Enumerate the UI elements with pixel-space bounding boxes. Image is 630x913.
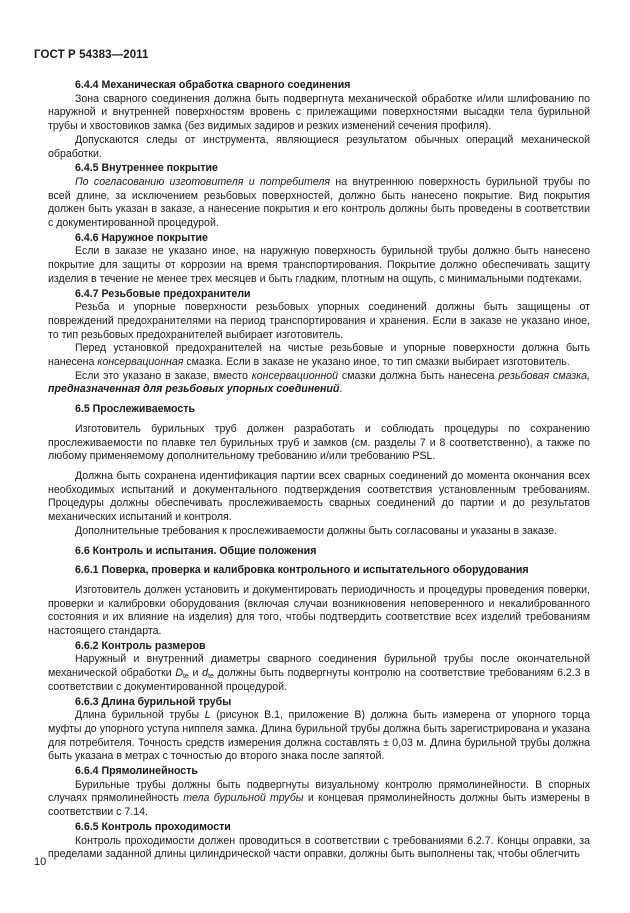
text: Длина бурильной трубы xyxy=(75,709,205,722)
italic-text: тела бурильной трубы xyxy=(183,792,304,805)
paragraph: Дополнительные требования к прослеживаемости должны быть согласованы и указаны в заказе. xyxy=(75,524,558,537)
paragraph xyxy=(48,709,590,764)
italic-text: консервационная xyxy=(97,356,184,369)
text: на внутреннюю поверхность бурильной трубы по всей длине, за исключением резьбовых поверхностей, должно быть нанесено покрытие. Вид покрытия должен быть указан в заказе, а нанесение покрытия и его контроль должны быть проведены в соответствии с документированной процедурой. xyxy=(48,175,590,230)
heading-6-4-7: 6.4.7 Резьбовые предохранители xyxy=(75,287,251,300)
paragraph xyxy=(48,342,590,369)
standard-header: ГОСТ Р 54383—2011 xyxy=(34,49,149,61)
paragraph: Резьба и упорные поверхности резьбовых упорных соединений должны быть защищены от повреждений предохранителями на период транспортирования и хранения. Если в заказе не указано иное, то тип резьбовых предохранителей выбирает изготовитель. xyxy=(48,301,590,341)
text: Наружный и внутренний диаметры сварного соединения бурильной трубы после окончательной механической обработки xyxy=(48,653,590,680)
paragraph: Изготовитель должен установить и документировать периодичность и процедуры проведения поверки, проверки и калибровки оборудования (включая случаи возникновения неповеренного и некалиброванного состояния и их влияние на изделия) для того, чтобы подтвердить соответствие всех изделий требованиям настоящего стандарта. xyxy=(48,583,590,638)
italic-text: консервационной xyxy=(251,369,339,382)
subscript: te xyxy=(208,673,214,681)
text: . xyxy=(339,383,343,396)
heading-6-6-1: 6.6.1 Поверка, проверка и калибровка контрольного и испытательного оборудования xyxy=(75,564,529,577)
italic-text: резьбовая смазка, xyxy=(498,369,590,382)
paragraph xyxy=(48,370,590,397)
symbol: L xyxy=(204,709,211,722)
heading-6-6-4: 6.6.4 Прямолинейность xyxy=(75,765,198,778)
paragraph: Контроль проходимости должен проводиться в соответствии с требованиями 6.2.7. Концы оправки, за пределами заданной длины цилиндрической части оправки, должны быть выполнены так, чтобы облегчить xyxy=(48,834,590,861)
heading-6-6: 6.6 Контроль и испытания. Общие положения xyxy=(75,544,317,557)
paragraph: Допускаются следы от инструмента, являющиеся результатом обычных операций механической обработки. xyxy=(48,133,590,160)
heading-6-6-3: 6.6.3 Длина бурильной трубы xyxy=(75,695,232,708)
document-body xyxy=(48,78,590,862)
heading-6-4-6: 6.4.6 Наружное покрытие xyxy=(75,231,208,244)
subscript: te xyxy=(182,673,189,681)
text: Бурильные трубы должны быть подвергнуты визуальному контролю прямолинейности. В спорных случаях прямолинейность xyxy=(48,778,590,805)
text: Если это указано в заказе, вместо xyxy=(75,369,252,382)
heading-6-4-4: 6.4.4 Механическая обработка сварного соединения xyxy=(75,79,351,91)
heading-6-4-5: 6.4.5 Внутреннее покрытие xyxy=(75,162,218,175)
paragraph xyxy=(48,653,590,694)
heading-6-5: 6.5 Прослеживаемость xyxy=(75,403,195,416)
heading-6-6-2: 6.6.2 Контроль размеров xyxy=(75,639,206,652)
bold-italic-text: предназначенная для резьбовых упорных соединений xyxy=(48,383,340,396)
symbol: D xyxy=(175,667,183,680)
text: смазки должна быть нанесена xyxy=(338,369,499,382)
text: и xyxy=(188,667,203,680)
paragraph: Если в заказе не указано иное, на наружную поверхность бурильной трубы должно быть нанесено покрытие для защиты от коррозии на время транспортирования. Покрытие должно обеспечивать защиту изделия в течение не менее трех месяцев и быть гладким, плотным на ощупь, с минимальными подтеками. xyxy=(48,245,590,285)
paragraph xyxy=(48,176,590,231)
text: Перед установкой предохранителей на чистые резьбовые и упорные поверхности должна быть нанесена xyxy=(48,342,590,369)
symbol: d xyxy=(202,667,209,680)
paragraph: Изготовитель бурильных труб должен разработать и соблюдать процедуры по сохранению прослеживаемости по плавке тел бурильных труб и замков (см. разделы 7 и 8 соответственно), а также по любому применяемому дополнительному требованию и/или требованию PSL. xyxy=(48,422,590,463)
text: смазка. Если в заказе не указано иное, то тип смазки выбирает изготовитель. xyxy=(183,356,570,369)
paragraph xyxy=(48,779,590,820)
text: и концевая прямолинейность должны быть измерены в соответствии с 7.14. xyxy=(48,792,590,819)
text: должны быть подвергнуты контролю на соответствие требованиям 6.2.3 в соответствии с документированной процедурой. xyxy=(48,667,590,693)
page-number: 10 xyxy=(34,856,47,868)
paragraph: Зона сварного соединения должна быть подвергнута механической обработке и/или шлифованию по наружной и внутренней поверхностям вровень с прилежащими поверхностями высадки тела бурильной трубы и хвостовиков замка (без видимых задиров и резких изменений сечения профиля). xyxy=(48,92,590,133)
paragraph: Должна быть сохранена идентификация партии всех сварных соединений до момента окончания всех необходимых испытаний и документального подтверждения соответствия установленным требованиям. Процедуры должны обеспечивать прослеживаемость сварных соединений до партии и до результатов механических испытаний и контроля. xyxy=(48,469,590,524)
heading-6-6-5: 6.6.5 Контроль проходимости xyxy=(75,820,231,833)
text: (рисунок В.1, приложение В) должна быть измерена от упорного торца муфты до упорного уступа ниппеля замка. Длина бурильной трубы должна быть зарегистрирована и указана для потребителя. Точность средств измерения должна составлять ± 0,03 м. Длина бурильной трубы должна быть указана в метрах с точностью до второго знака после запятой. xyxy=(48,709,590,763)
italic-text: По согласованию изготовителя и потребителя xyxy=(75,175,331,188)
